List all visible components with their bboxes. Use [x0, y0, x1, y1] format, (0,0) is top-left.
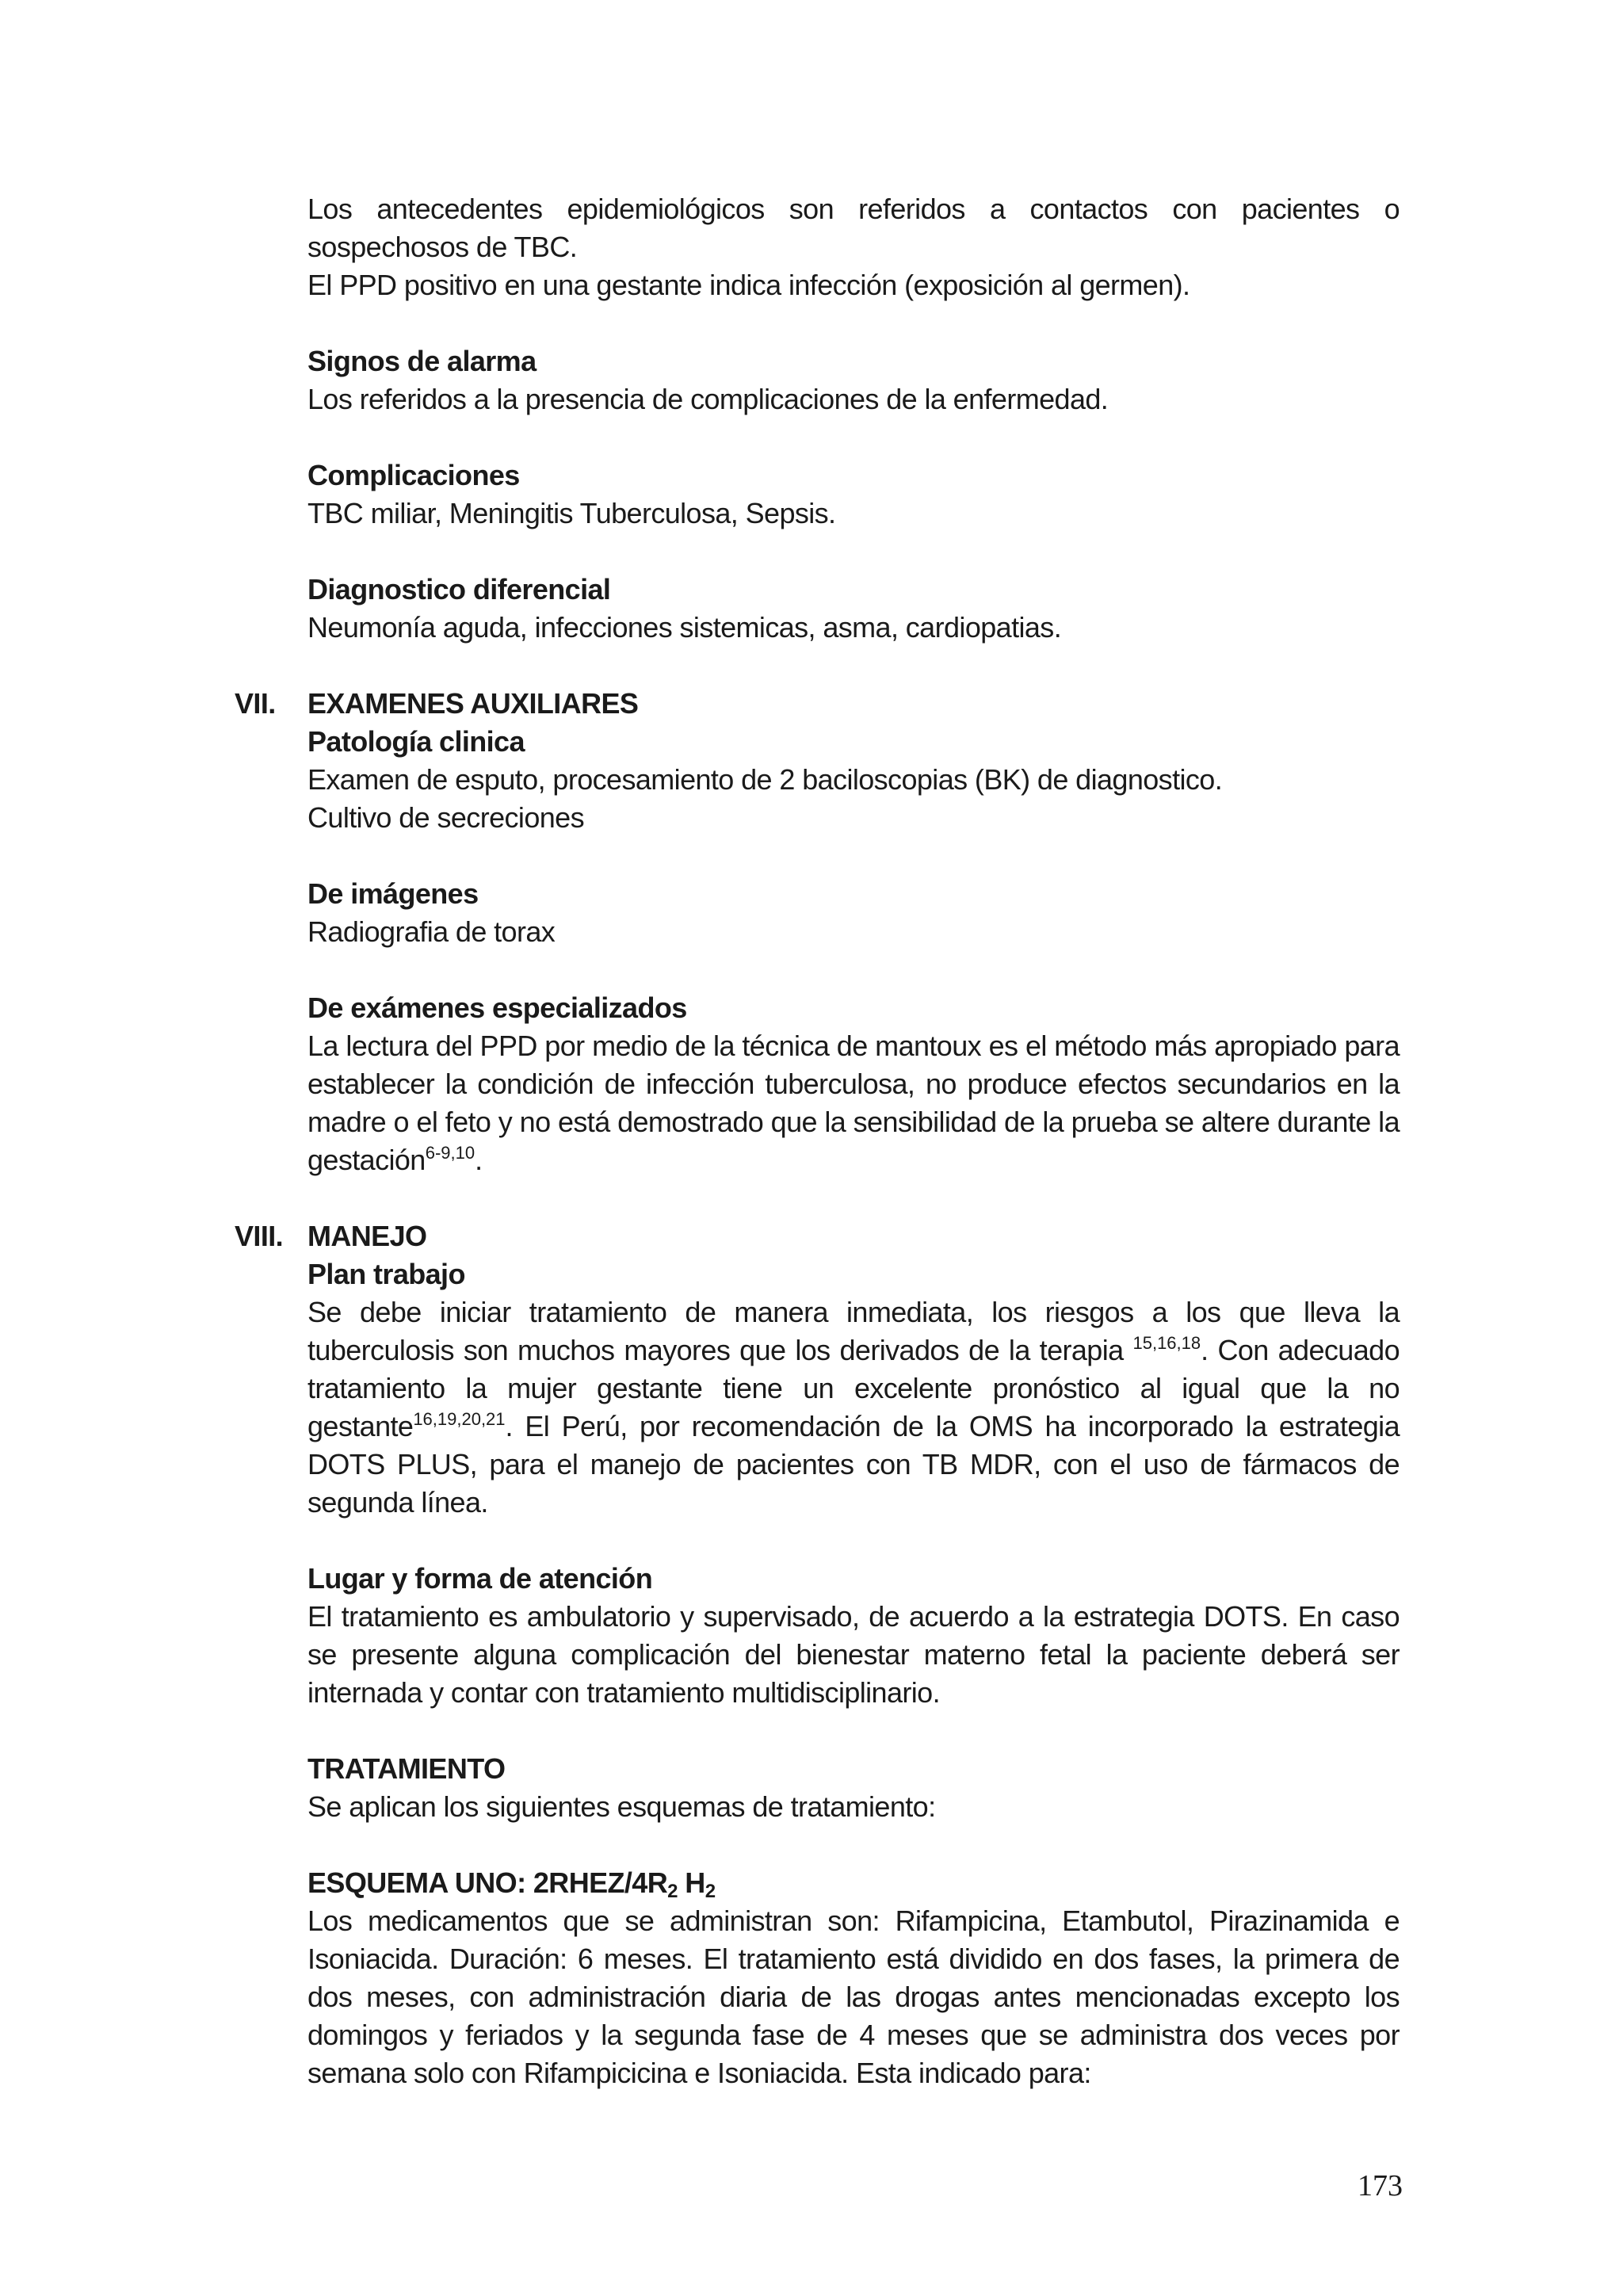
spacer: [307, 1712, 1400, 1750]
reference-superscript: 15,16,18: [1132, 1333, 1201, 1353]
warning-signs-text: Los referidos a la presencia de complicaciones de la enfermedad.: [307, 383, 1109, 415]
care-place-heading: Lugar y forma de atención: [307, 1562, 653, 1595]
spacer: [307, 304, 1400, 342]
treatment-text: Se aplican los siguientes esquemas de tratamiento:: [307, 1790, 936, 1823]
work-plan-body-a: Se debe iniciar tratamiento de manera inmediata, los riesgos a los que lleva la tuberculosis son muchos mayores que los derivados de la terapia: [307, 1296, 1400, 1366]
scheme-one-text: Los medicamentos que se administran son: Rifampicina, Etambutol, Pirazinamida e Isoniacida. Duración: 6 meses. El tratamiento está dividido en dos fases, la primera de dos meses, con administración diaria de las drogas antes mencionadas excepto los domingos y feriados y la segunda fase de 4 meses que se administra dos veces por semana solo con Rifampicicina e Isoniacida. Esta indicado para:: [307, 1904, 1400, 2089]
epidemiology-paragraph: Los antecedentes epidemiológicos son referidos a contactos con pacientes o sospechosos de TBC.: [307, 193, 1400, 263]
section-number: VIII.: [235, 1220, 284, 1252]
complications-text: TBC miliar, Meningitis Tuberculosa, Sepsis.: [307, 497, 836, 529]
treatment-heading: TRATAMIENTO: [307, 1752, 506, 1785]
imaging-text: Radiografia de torax: [307, 915, 556, 948]
specialized-exams-heading: De exámenes especializados: [307, 991, 687, 1024]
clinical-pathology-heading: Patología clinica: [307, 725, 525, 758]
work-plan-body-b: . Con adecuado tratamiento la mujer gestante tiene un excelente pronóstico al igual que la no gestante: [307, 1334, 1400, 1442]
reference-superscript: 16,19,20,21: [413, 1409, 506, 1429]
spacer: [307, 647, 1400, 685]
spacer: [307, 951, 1400, 989]
subscript: 2: [667, 1881, 678, 1902]
differential-diagnosis-text: Neumonía aguda, infecciones sistemicas, asma, cardiopatias.: [307, 611, 1062, 644]
reference-superscript: 6-9,10: [425, 1143, 475, 1163]
imaging-heading: De imágenes: [307, 877, 479, 910]
specialized-exams-text: [307, 1027, 1400, 1179]
specialized-exams-body: La lectura del PPD por medio de la técnica de mantoux es el método más apropiado para establecer la condición de infección tuberculosa, no produce efectos secundarios en la madre o el feto y no está demostrado que la sensibilidad de la prueba se altere durante la gestación: [307, 1030, 1400, 1176]
section-heading: EXAMENES AUXILIARES: [307, 687, 639, 720]
differential-diagnosis-heading: Diagnostico diferencial: [307, 573, 611, 606]
clinical-pathology-text: Examen de esputo, procesamiento de 2 baciloscopias (BK) de diagnostico.: [307, 763, 1223, 796]
scheme-title-b: H: [677, 1866, 705, 1899]
work-plan-heading: Plan trabajo: [307, 1258, 465, 1290]
ppd-paragraph: El PPD positivo en una gestante indica infección (exposición al germen).: [307, 269, 1190, 301]
section-number: VII.: [235, 687, 276, 720]
work-plan-body-c: . El Perú, por recomendación de la OMS ha incorporado la estrategia DOTS PLUS, para el manejo de pacientes con TB MDR, con el uso de fármacos de segunda línea.: [307, 1410, 1400, 1519]
spacer: [307, 1522, 1400, 1560]
spacer: [307, 1179, 1400, 1217]
subscript: 2: [705, 1881, 716, 1902]
warning-signs-heading: Signos de alarma: [307, 345, 537, 377]
spacer: [307, 837, 1400, 875]
care-place-text: El tratamiento es ambulatorio y supervisado, de acuerdo a la estrategia DOTS. En caso se presente alguna complicación del bienestar materno fetal la paciente deberá ser internada y contar con tratamiento multidisciplinario.: [307, 1600, 1400, 1709]
page-content: [235, 190, 1400, 2092]
spacer: [307, 418, 1400, 457]
section-heading: MANEJO: [307, 1220, 427, 1252]
spacer: [307, 1826, 1400, 1864]
section-vii: [235, 685, 1400, 1179]
spacer: [307, 533, 1400, 571]
clinical-pathology-text-2: Cultivo de secreciones: [307, 801, 584, 834]
scheme-title-a: ESQUEMA UNO: 2RHEZ/4R: [307, 1866, 668, 1899]
section-viii: [235, 1217, 1400, 2092]
work-plan-text: [307, 1293, 1400, 1522]
complications-heading: Complicaciones: [307, 459, 520, 491]
page-number: 173: [1358, 2169, 1403, 2202]
scheme-one-heading: [307, 1864, 1400, 1902]
sentence-end: .: [475, 1144, 483, 1176]
